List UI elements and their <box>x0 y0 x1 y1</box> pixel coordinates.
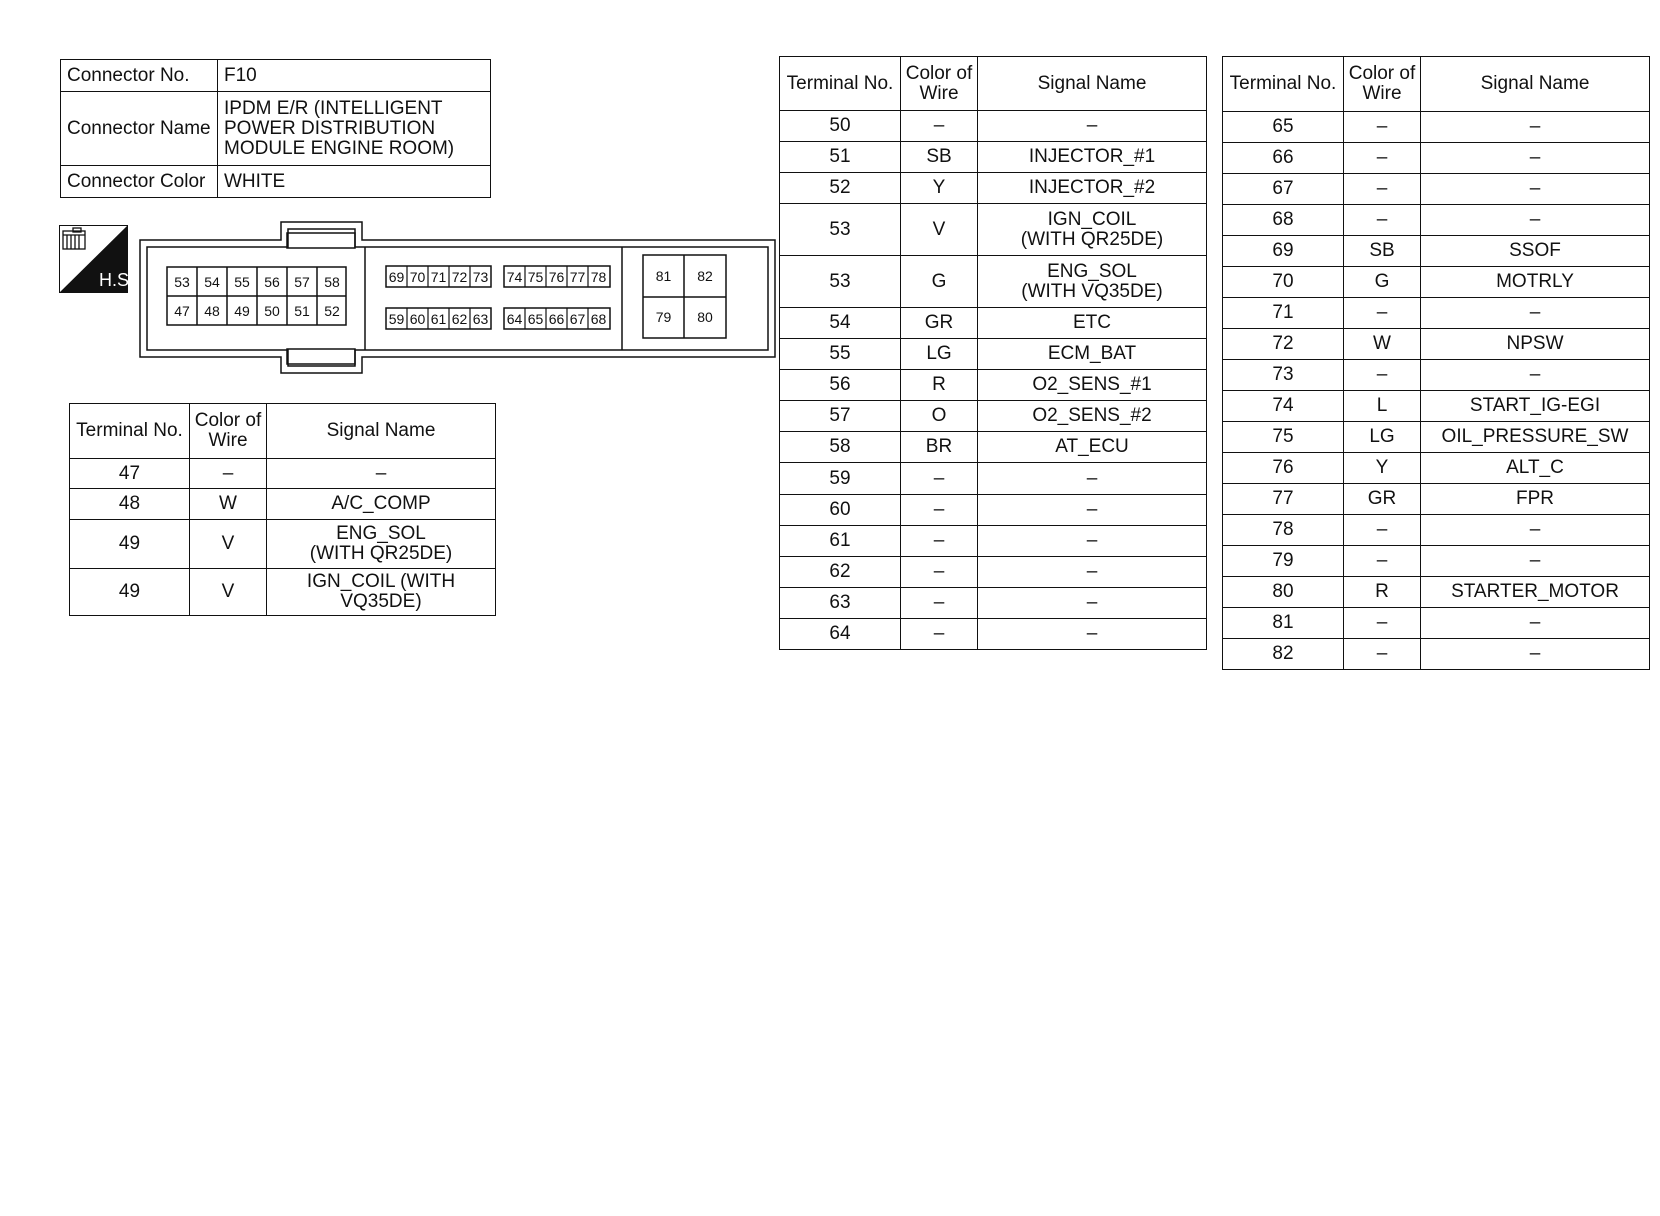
connector-info-value: IPDM E/R (INTELLIGENT POWER DISTRIBUTION MODULE ENGINE ROOM) <box>218 92 491 166</box>
wire-color-cell: SB <box>1344 236 1421 267</box>
terminal-cell: 50 <box>780 111 901 142</box>
terminal-cell: 65 <box>1223 112 1344 143</box>
signal-name-cell: – <box>1421 360 1650 391</box>
signal-name-cell: – <box>978 619 1207 650</box>
table-row <box>780 526 1207 557</box>
table-row <box>780 370 1207 401</box>
pin-label: 59 <box>388 311 405 327</box>
table-row <box>1223 484 1650 515</box>
terminal-cell: 68 <box>1223 205 1344 236</box>
header-signal-name: Signal Name <box>267 404 496 459</box>
signal-name-cell: MOTRLY <box>1421 267 1650 298</box>
table-row <box>1223 267 1650 298</box>
wire-color-cell: W <box>1344 329 1421 360</box>
connector-face-diagram <box>140 222 775 387</box>
wire-color-cell: – <box>1344 298 1421 329</box>
terminal-cell: 79 <box>1223 546 1344 577</box>
terminal-cell: 56 <box>780 370 901 401</box>
terminal-cell: 76 <box>1223 453 1344 484</box>
connector-info-table <box>60 59 491 198</box>
header-color-of-wire: Color of Wire <box>190 404 267 459</box>
pin-label: 48 <box>204 303 220 319</box>
pin-label: 70 <box>409 269 426 285</box>
signal-name-cell: – <box>1421 608 1650 639</box>
signal-name-cell: ETC <box>978 308 1207 339</box>
terminal-cell: 71 <box>1223 298 1344 329</box>
table-row <box>780 173 1207 204</box>
terminal-cell: 61 <box>780 526 901 557</box>
wire-color-cell: – <box>1344 112 1421 143</box>
table-row <box>780 111 1207 142</box>
signal-name-cell: A/C_COMP <box>267 489 496 520</box>
table-row <box>1223 205 1650 236</box>
connector-info-row <box>61 60 491 92</box>
terminal-table-65-82 <box>1222 56 1650 670</box>
header-terminal-no: Terminal No. <box>780 57 901 111</box>
terminal-cell: 81 <box>1223 608 1344 639</box>
pin-label: 81 <box>655 268 672 284</box>
signal-name-cell: OIL_PRESSURE_SW <box>1421 422 1650 453</box>
terminal-cell: 70 <box>1223 267 1344 298</box>
wire-color-cell: – <box>901 557 978 588</box>
signal-name-cell: – <box>1421 112 1650 143</box>
pin-label: 73 <box>472 269 489 285</box>
wire-color-cell: G <box>1344 267 1421 298</box>
signal-name-cell: – <box>978 588 1207 619</box>
table-row <box>780 588 1207 619</box>
wire-color-cell: – <box>901 495 978 526</box>
wire-color-cell: G <box>901 256 978 308</box>
signal-name-cell: – <box>978 495 1207 526</box>
signal-name-cell: – <box>1421 205 1650 236</box>
pin-label: 65 <box>527 311 544 327</box>
signal-name-cell: O2_SENS_#2 <box>978 401 1207 432</box>
signal-name-cell: INJECTOR_#1 <box>978 142 1207 173</box>
wire-color-cell: GR <box>901 308 978 339</box>
table-row <box>780 557 1207 588</box>
terminal-cell: 64 <box>780 619 901 650</box>
table-row <box>70 489 496 520</box>
terminal-cell: 62 <box>780 557 901 588</box>
pin-label: 77 <box>569 269 586 285</box>
wire-color-cell: W <box>190 489 267 520</box>
wire-color-cell: BR <box>901 432 978 463</box>
signal-name-cell: NPSW <box>1421 329 1650 360</box>
wire-color-cell: – <box>1344 360 1421 391</box>
harness-side-icon <box>59 225 135 293</box>
table-row <box>1223 298 1650 329</box>
table-row <box>1223 577 1650 608</box>
signal-name-cell: FPR <box>1421 484 1650 515</box>
terminal-cell: 69 <box>1223 236 1344 267</box>
pin-label: 51 <box>294 303 310 319</box>
signal-name-cell: – <box>1421 143 1650 174</box>
table-row <box>1223 453 1650 484</box>
header-color-of-wire: Color of Wire <box>901 57 978 111</box>
signal-name-cell: O2_SENS_#1 <box>978 370 1207 401</box>
wire-color-cell: – <box>901 111 978 142</box>
terminal-cell: 58 <box>780 432 901 463</box>
table-row <box>1223 391 1650 422</box>
wire-color-cell: R <box>1344 577 1421 608</box>
signal-name-cell: – <box>978 526 1207 557</box>
table-row <box>70 459 496 489</box>
pin-label: 61 <box>430 311 447 327</box>
table-row <box>1223 360 1650 391</box>
pin-label: 71 <box>430 269 447 285</box>
table-row <box>1223 608 1650 639</box>
signal-name-cell: SSOF <box>1421 236 1650 267</box>
pin-label: 62 <box>451 311 468 327</box>
signal-name-cell: – <box>1421 546 1650 577</box>
pin-label: 74 <box>506 269 523 285</box>
table-row <box>780 401 1207 432</box>
header-signal-name: Signal Name <box>978 57 1207 111</box>
pin-label: 82 <box>697 268 713 284</box>
table-row <box>780 619 1207 650</box>
wire-color-cell: LG <box>1344 422 1421 453</box>
pin-label: 56 <box>264 274 280 290</box>
wire-color-cell: V <box>190 520 267 569</box>
wire-color-cell: – <box>1344 143 1421 174</box>
pin-label: 49 <box>234 303 250 319</box>
terminal-cell: 75 <box>1223 422 1344 453</box>
table-row <box>780 339 1207 370</box>
terminal-cell: 72 <box>1223 329 1344 360</box>
terminal-cell: 57 <box>780 401 901 432</box>
pin-label: 63 <box>472 311 489 327</box>
pin-label: 75 <box>527 269 544 285</box>
signal-name-cell: – <box>1421 515 1650 546</box>
terminal-cell: 55 <box>780 339 901 370</box>
connector-info-value: F10 <box>218 60 491 92</box>
wire-color-cell: – <box>1344 515 1421 546</box>
wire-color-cell: LG <box>901 339 978 370</box>
wire-color-cell: – <box>1344 639 1421 670</box>
signal-name-cell: – <box>267 459 496 489</box>
pin-label: 57 <box>294 274 310 290</box>
table-row <box>70 520 496 569</box>
terminal-cell: 77 <box>1223 484 1344 515</box>
pin-label: 67 <box>569 311 586 327</box>
terminal-cell: 66 <box>1223 143 1344 174</box>
terminal-cell: 82 <box>1223 639 1344 670</box>
connector-info-label: Connector Name <box>61 92 218 166</box>
harness-side-label: H.S. <box>99 270 135 290</box>
pin-label: 53 <box>174 274 190 290</box>
table-row <box>1223 112 1650 143</box>
pin-label: 64 <box>506 311 523 327</box>
wire-color-cell: V <box>190 569 267 616</box>
connector-info-row <box>61 92 491 166</box>
connector-info-row <box>61 166 491 198</box>
pin-label: 69 <box>388 269 405 285</box>
signal-name-cell: STARTER_MOTOR <box>1421 577 1650 608</box>
header-signal-name: Signal Name <box>1421 57 1650 112</box>
pin-label: 50 <box>264 303 280 319</box>
terminal-table-47-49 <box>69 403 496 616</box>
terminal-table-50-64 <box>779 56 1207 650</box>
terminal-cell: 80 <box>1223 577 1344 608</box>
signal-name-cell: – <box>978 463 1207 495</box>
connector-info-value: WHITE <box>218 166 491 198</box>
table-row <box>780 256 1207 308</box>
wire-color-cell: Y <box>901 173 978 204</box>
terminal-cell: 60 <box>780 495 901 526</box>
terminal-cell: 74 <box>1223 391 1344 422</box>
terminal-cell: 67 <box>1223 174 1344 205</box>
signal-name-cell: INJECTOR_#2 <box>978 173 1207 204</box>
table-row <box>780 463 1207 495</box>
wire-color-cell: SB <box>901 142 978 173</box>
table-row <box>1223 515 1650 546</box>
pin-label: 76 <box>548 269 565 285</box>
pin-label: 58 <box>324 274 340 290</box>
table-row <box>780 204 1207 256</box>
signal-name-cell: ALT_C <box>1421 453 1650 484</box>
terminal-cell: 53 <box>780 256 901 308</box>
terminal-cell: 54 <box>780 308 901 339</box>
pin-label: 52 <box>324 303 340 319</box>
terminal-cell: 47 <box>70 459 190 489</box>
wire-color-cell: GR <box>1344 484 1421 515</box>
table-row <box>780 495 1207 526</box>
wire-color-cell: V <box>901 204 978 256</box>
terminal-cell: 49 <box>70 569 190 616</box>
wire-color-cell: O <box>901 401 978 432</box>
signal-name-cell: IGN_COIL (WITH QR25DE) <box>978 204 1207 256</box>
terminal-cell: 52 <box>780 173 901 204</box>
wire-color-cell: – <box>901 588 978 619</box>
signal-name-cell: – <box>1421 174 1650 205</box>
table-row <box>1223 422 1650 453</box>
pin-label: 55 <box>234 274 250 290</box>
table-row <box>1223 236 1650 267</box>
table-row <box>1223 143 1650 174</box>
wire-color-cell: – <box>1344 174 1421 205</box>
pin-label: 68 <box>590 311 607 327</box>
signal-name-cell: IGN_COIL (WITH VQ35DE) <box>267 569 496 616</box>
wire-color-cell: – <box>1344 608 1421 639</box>
table-row <box>1223 174 1650 205</box>
terminal-cell: 78 <box>1223 515 1344 546</box>
wire-color-cell: – <box>1344 205 1421 236</box>
wire-color-cell: Y <box>1344 453 1421 484</box>
pin-label: 79 <box>655 309 672 325</box>
pin-label: 66 <box>548 311 565 327</box>
table-row <box>1223 329 1650 360</box>
pin-label: 78 <box>590 269 607 285</box>
table-row <box>780 432 1207 463</box>
header-terminal-no: Terminal No. <box>1223 57 1344 112</box>
signal-name-cell: – <box>978 111 1207 142</box>
table-row <box>1223 639 1650 670</box>
signal-name-cell: ENG_SOL (WITH QR25DE) <box>267 520 496 569</box>
terminal-cell: 63 <box>780 588 901 619</box>
table-row <box>1223 546 1650 577</box>
terminal-cell: 51 <box>780 142 901 173</box>
signal-name-cell: – <box>978 557 1207 588</box>
pin-label: 72 <box>451 269 468 285</box>
pin-label: 54 <box>204 274 220 290</box>
table-row <box>780 142 1207 173</box>
wire-color-cell: – <box>1344 546 1421 577</box>
pin-label: 47 <box>174 303 190 319</box>
table-row <box>70 569 496 616</box>
header-terminal-no: Terminal No. <box>70 404 190 459</box>
connector-info-label: Connector Color <box>61 166 218 198</box>
wire-color-cell: – <box>901 463 978 495</box>
wire-color-cell: – <box>901 619 978 650</box>
terminal-cell: 48 <box>70 489 190 520</box>
signal-name-cell: AT_ECU <box>978 432 1207 463</box>
wire-color-cell: R <box>901 370 978 401</box>
signal-name-cell: – <box>1421 298 1650 329</box>
terminal-cell: 73 <box>1223 360 1344 391</box>
terminal-cell: 49 <box>70 520 190 569</box>
pin-label: 60 <box>409 311 426 327</box>
signal-name-cell: – <box>1421 639 1650 670</box>
wire-color-cell: L <box>1344 391 1421 422</box>
terminal-cell: 53 <box>780 204 901 256</box>
pin-label: 80 <box>697 309 713 325</box>
signal-name-cell: ENG_SOL (WITH VQ35DE) <box>978 256 1207 308</box>
connector-info-label: Connector No. <box>61 60 218 92</box>
terminal-cell: 59 <box>780 463 901 495</box>
wire-color-cell: – <box>901 526 978 557</box>
signal-name-cell: ECM_BAT <box>978 339 1207 370</box>
table-row <box>780 308 1207 339</box>
wire-color-cell: – <box>190 459 267 489</box>
header-color-of-wire: Color of Wire <box>1344 57 1421 112</box>
signal-name-cell: START_IG-EGI <box>1421 391 1650 422</box>
